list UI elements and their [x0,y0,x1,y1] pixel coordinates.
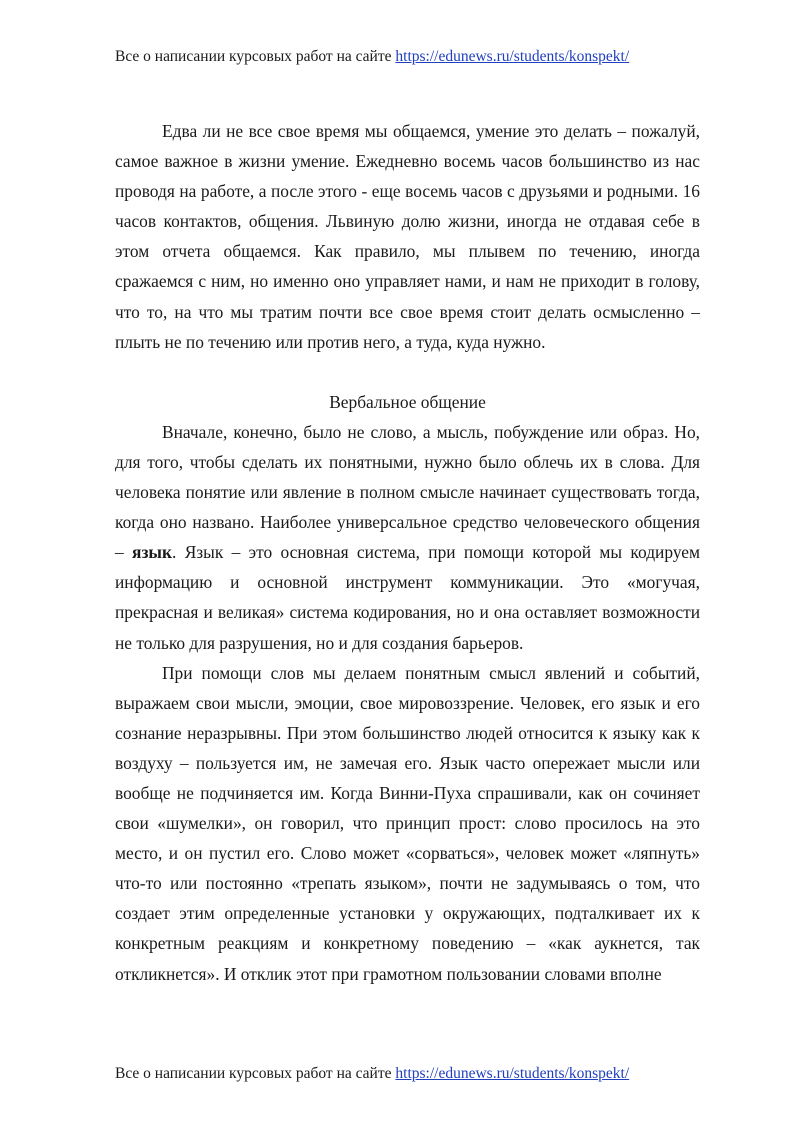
footer-text: Все о написании курсовых работ на сайте [115,1065,396,1082]
paragraph-verbal-start: Вначале, конечно, было не слово, а мысль, побуждение или образ. Но, для того, чтобы сделать их понятными, нужно было облечь их в слова. Для человека понятие или явление в полном смысле начинает существовать тогда, когда оно названо. Наиболее универсальное средство человеческого общения – [115,421,700,563]
document-body [115,116,700,989]
paragraph-verbal [115,417,700,658]
bold-term-language: язык [132,542,173,563]
paragraph-verbal-end: . Язык – это основная система, при помощи которой мы кодируем информацию и основной инструмент коммуникации. Это «могучая, прекрасная и великая» система кодирования, но и она оставляет возможности не только для разрушения, но и для создания барьеров. [115,542,701,653]
header-text: Все о написании курсовых работ на сайте [115,48,396,65]
footer-link[interactable]: https://edunews.ru/students/konspekt/ [395,1065,630,1082]
header-link[interactable]: https://edunews.ru/students/konspekt/ [395,48,630,65]
paragraph-words: При помощи слов мы делаем понятным смысл явлений и событий, выражаем свои мысли, эмоции, свое мировоззрение. Человек, его язык и его сознание неразрывны. При этом большинство людей относится к языку как к воздуху – пользуется им, не замечая его. Язык часто опережает мысли или вообще не подчиняется им. Когда Винни-Пуха спрашивали, как он сочиняет свои «шумелки», он говорил, что принцип прост: слово просилось на это место, и он пустил его. Слово может «сорваться», человек может «ляпнуть» что-то или постоянно «трепать языком», почти не задумываясь о том, что создает этим определенные установки у окружающих, подталкивает их к конкретным реакциям и конкретному поведению – «как аукнется, так откликнется». И отклик этот при грамотном пользовании словами вполне [115,662,700,984]
page-header [115,47,715,67]
section-heading: Вербальное общение [329,391,486,412]
paragraph-intro: Едва ли не все свое время мы общаемся, умение это делать – пожалуй, самое важное в жизни умение. Ежедневно восемь часов большинство из нас проводя на работе, а после этого - еще восемь часов с друзьями и родными. 16 часов контактов, общения. Львиную долю жизни, иногда не отдавая себе в этом отчета общаемся. Как правило, мы плывем по течению, иногда сражаемся с ним, но именно оно управляет нами, и нам не приходит в голову, что то, на что мы тратим почти все свое время стоит делать осмысленно – плыть не по течению или против него, а туда, куда нужно. [115,121,700,352]
page-footer [115,1064,715,1084]
